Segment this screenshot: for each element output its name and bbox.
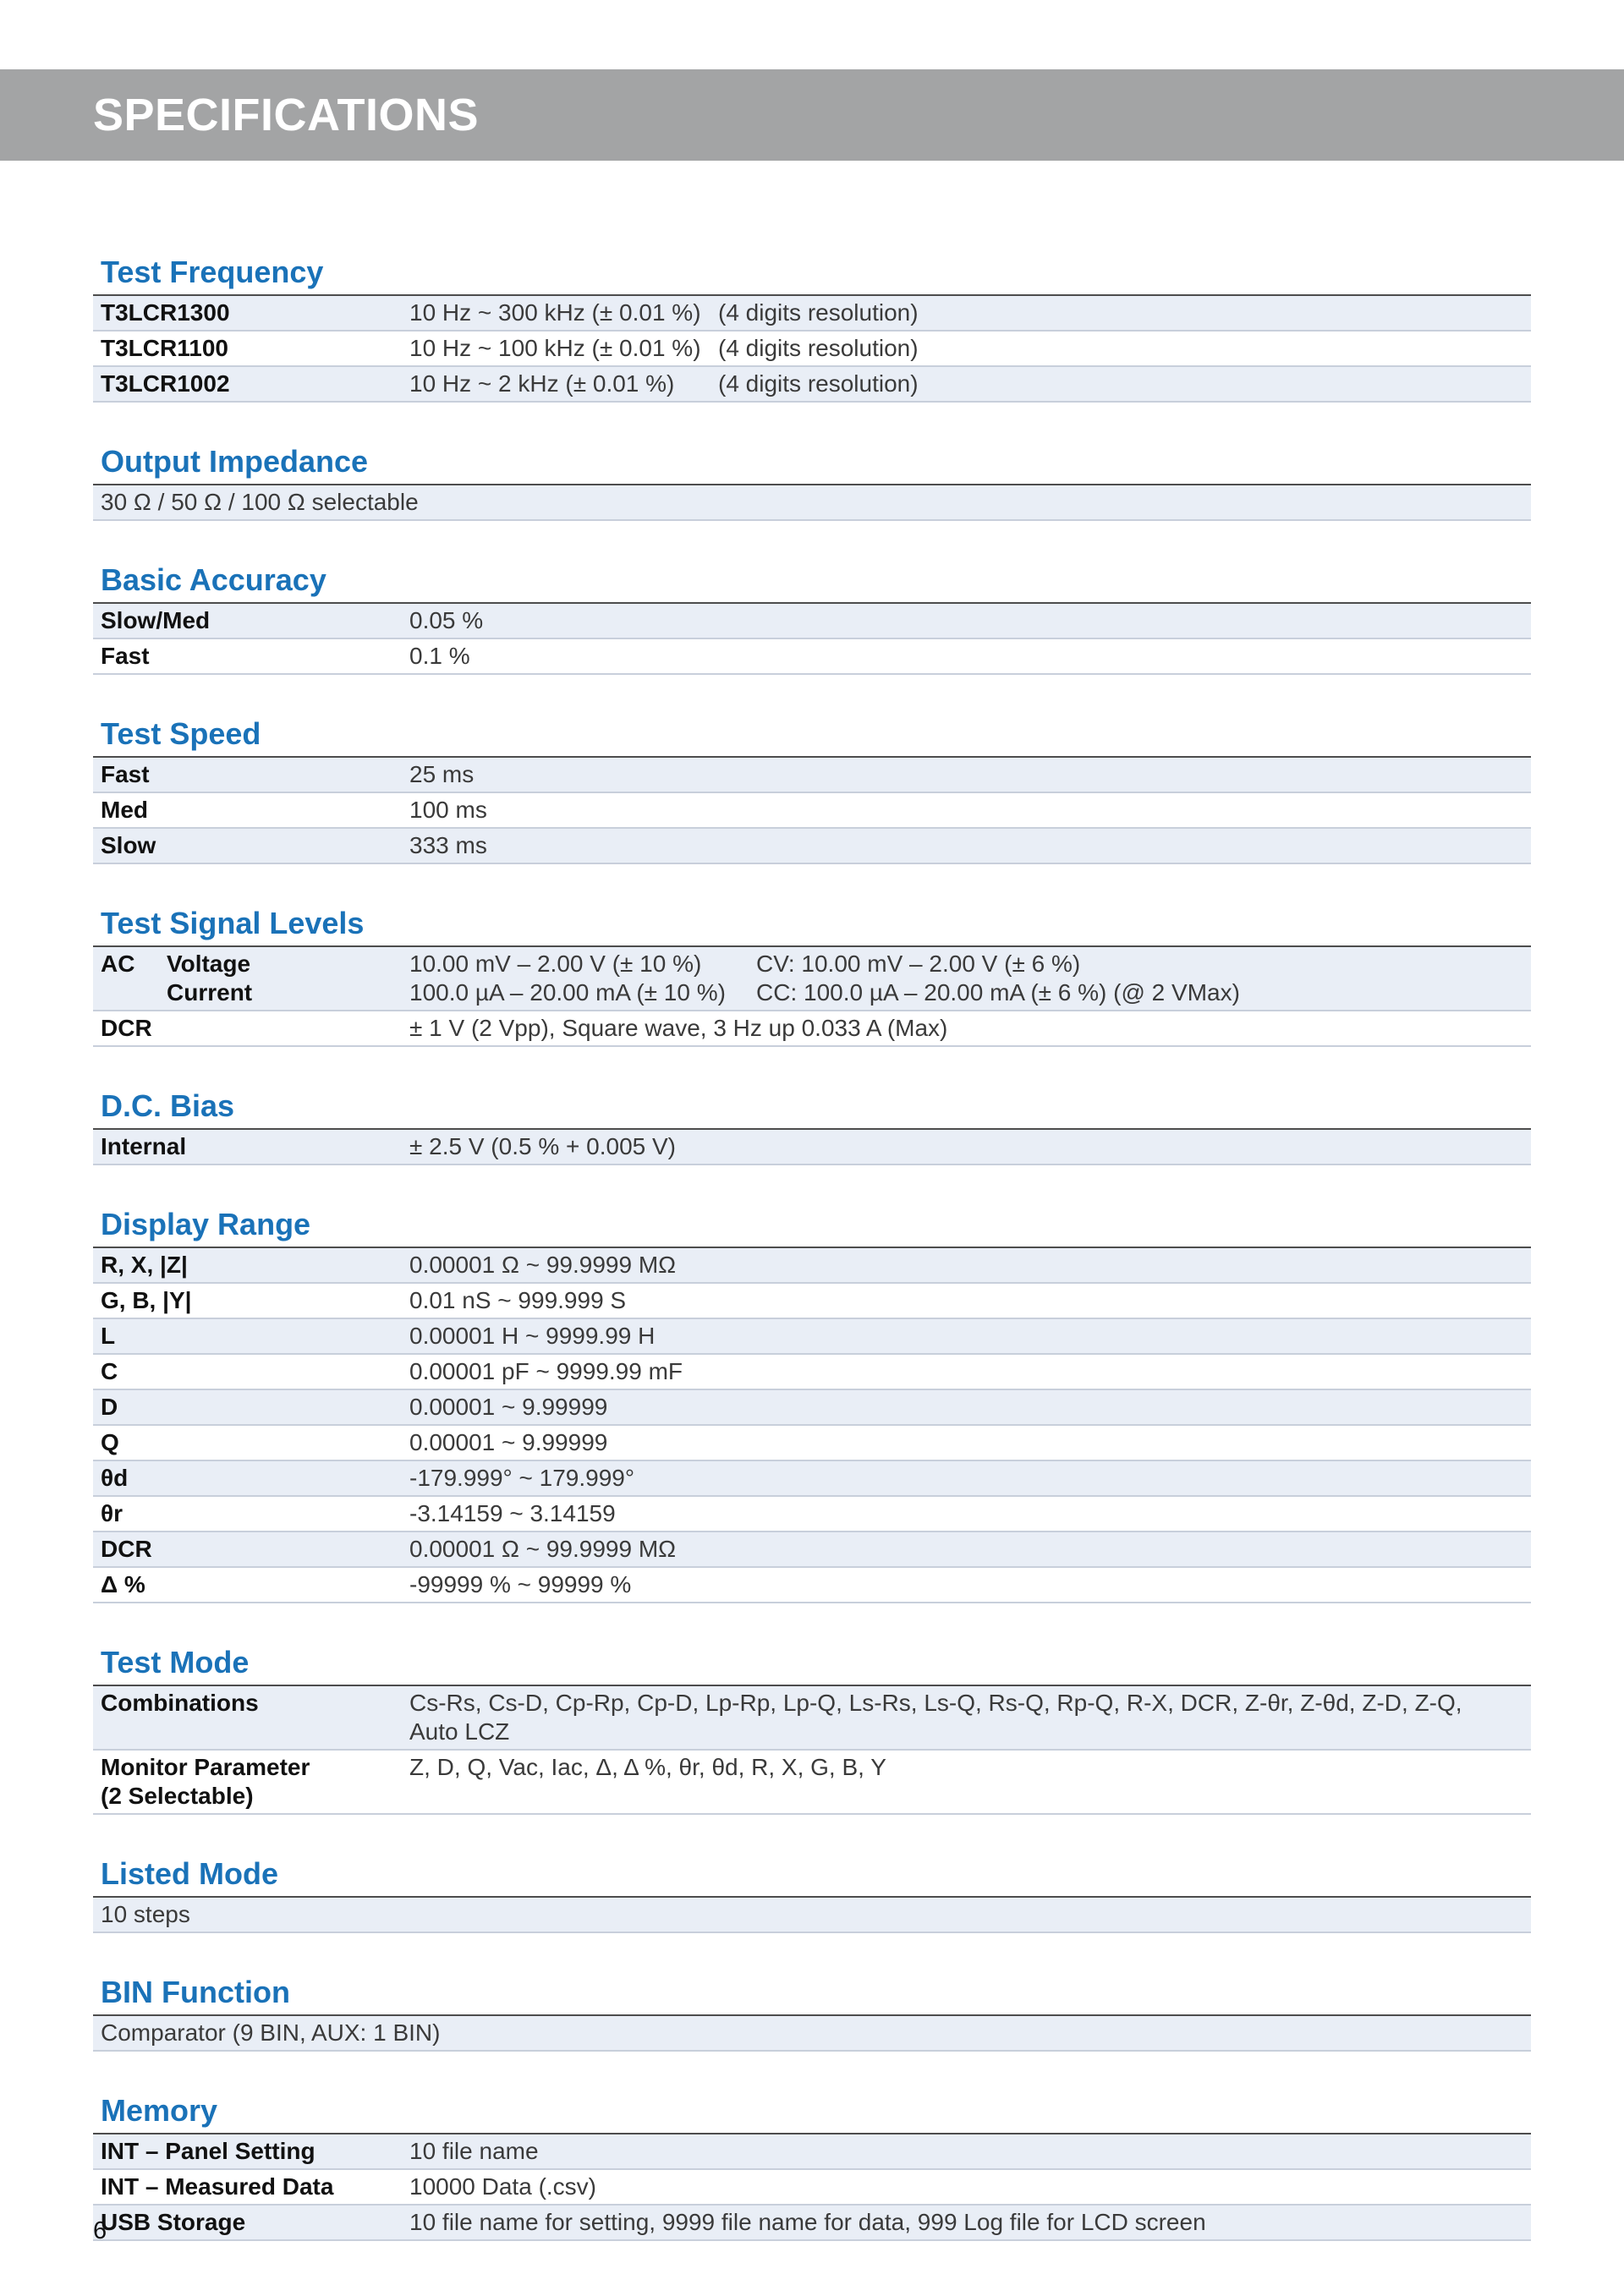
table-row bbox=[93, 2134, 1531, 2170]
table-row bbox=[93, 1532, 1531, 1568]
row-label bbox=[101, 950, 409, 1007]
frequency-resolution: (4 digits resolution) bbox=[718, 370, 919, 397]
spec-table bbox=[93, 945, 1531, 1047]
row-value: 30 Ω / 50 Ω / 100 Ω selectable bbox=[101, 489, 419, 515]
row-label: Internal bbox=[101, 1133, 187, 1159]
section-output-impedance bbox=[93, 440, 1531, 521]
monitor-label-line: Monitor Parameter bbox=[101, 1754, 310, 1780]
spec-table bbox=[93, 756, 1531, 864]
row-label: DCR bbox=[101, 1015, 152, 1041]
spec-table bbox=[93, 484, 1531, 521]
table-row bbox=[93, 1248, 1531, 1284]
section-title: Test Frequency bbox=[101, 255, 324, 289]
combinations-line: Auto LCZ bbox=[409, 1718, 510, 1745]
section-title: D.C. Bias bbox=[101, 1088, 235, 1123]
table-row bbox=[93, 947, 1531, 1011]
table-row bbox=[93, 1426, 1531, 1461]
combinations-line: Cs-Rs, Cs-D, Cp-Rp, Cp-D, Lp-Rp, Lp-Q, Ls-Rs, Ls-Q, Rs-Q, Rp-Q, R-X, DCR, Z-θr, Z-θd, Z-D, Z-Q, bbox=[409, 1690, 1462, 1716]
table-row bbox=[93, 296, 1531, 332]
ac-sub-labels bbox=[167, 950, 252, 1007]
row-label: USB Storage bbox=[101, 2209, 246, 2235]
table-row bbox=[93, 1130, 1531, 1165]
row-value: ± 1 V (2 Vpp), Square wave, 3 Hz up 0.033 A (Max) bbox=[409, 1015, 948, 1041]
frequency-range: 10 Hz ~ 2 kHz (± 0.01 %) bbox=[409, 370, 675, 397]
voltage-line bbox=[409, 950, 1531, 978]
row-label bbox=[101, 1753, 409, 1811]
spec-table bbox=[93, 2014, 1531, 2052]
row-value bbox=[409, 950, 1531, 1007]
table-row bbox=[93, 639, 1531, 675]
row-value: 100 ms bbox=[409, 797, 487, 823]
row-value: 0.00001 pF ~ 9999.99 mF bbox=[409, 1358, 683, 1384]
section-test-mode bbox=[93, 1641, 1531, 1815]
spec-table bbox=[93, 602, 1531, 675]
frequency-resolution: (4 digits resolution) bbox=[718, 299, 919, 326]
spec-table bbox=[93, 1896, 1531, 1933]
row-label: Slow bbox=[101, 832, 156, 858]
section-title: Basic Accuracy bbox=[101, 562, 326, 597]
table-row bbox=[93, 2206, 1531, 2241]
section-title: BIN Function bbox=[101, 1975, 290, 2009]
row-value: 0.00001 Ω ~ 99.9999 MΩ bbox=[409, 1536, 677, 1562]
row-value: 0.05 % bbox=[409, 607, 484, 633]
row-value: 0.00001 H ~ 9999.99 H bbox=[409, 1323, 656, 1349]
section-listed-mode bbox=[93, 1852, 1531, 1933]
table-row bbox=[93, 829, 1531, 864]
voltage-label: Voltage bbox=[167, 951, 251, 977]
section-title: Listed Mode bbox=[101, 1856, 279, 1891]
section-dc-bias bbox=[93, 1084, 1531, 1165]
row-value: 10 steps bbox=[101, 1901, 190, 1927]
row-label: T3LCR1002 bbox=[101, 370, 230, 397]
row-label: R, X, |Z| bbox=[101, 1252, 188, 1278]
monitor-label-line: (2 Selectable) bbox=[101, 1783, 254, 1809]
row-value: 10000 Data (.csv) bbox=[409, 2173, 596, 2200]
row-value: 0.00001 Ω ~ 99.9999 MΩ bbox=[409, 1252, 677, 1278]
row-label: Slow/Med bbox=[101, 607, 211, 633]
row-label: θr bbox=[101, 1500, 123, 1526]
row-value: 333 ms bbox=[409, 832, 487, 858]
table-row bbox=[93, 332, 1531, 367]
section-title: Test Speed bbox=[101, 716, 261, 751]
row-value: -3.14159 ~ 3.14159 bbox=[409, 1500, 616, 1526]
row-value: 0.01 nS ~ 999.999 S bbox=[409, 1287, 627, 1313]
row-label: L bbox=[101, 1323, 116, 1349]
page-title: SPECIFICATIONS bbox=[93, 90, 480, 140]
row-label: T3LCR1300 bbox=[101, 299, 230, 326]
ac-label: AC bbox=[101, 951, 135, 977]
table-row bbox=[93, 793, 1531, 829]
row-label: C bbox=[101, 1358, 118, 1384]
table-row bbox=[93, 604, 1531, 639]
section-title: Test Signal Levels bbox=[101, 906, 365, 940]
row-label: Combinations bbox=[101, 1690, 259, 1716]
row-value: Comparator (9 BIN, AUX: 1 BIN) bbox=[101, 2019, 441, 2046]
table-row bbox=[93, 1751, 1531, 1815]
spec-table bbox=[93, 294, 1531, 403]
section-display-range bbox=[93, 1203, 1531, 1603]
row-label: Fast bbox=[101, 761, 150, 787]
table-row bbox=[93, 1568, 1531, 1603]
section-test-frequency bbox=[93, 250, 1531, 403]
spec-content bbox=[93, 250, 1531, 2278]
table-row bbox=[93, 1461, 1531, 1497]
table-row bbox=[93, 758, 1531, 793]
section-basic-accuracy bbox=[93, 558, 1531, 675]
row-value: 0.00001 ~ 9.99999 bbox=[409, 1394, 608, 1420]
row-label: INT – Panel Setting bbox=[101, 2138, 315, 2164]
spec-table bbox=[93, 1247, 1531, 1603]
row-value bbox=[409, 1689, 1531, 1746]
spec-table bbox=[93, 1685, 1531, 1815]
row-label: G, B, |Y| bbox=[101, 1287, 192, 1313]
row-value: 25 ms bbox=[409, 761, 475, 787]
page-number: 6 bbox=[93, 2217, 107, 2244]
voltage-range: 10.00 mV – 2.00 V (± 10 %) bbox=[409, 951, 702, 977]
table-row bbox=[93, 2170, 1531, 2206]
row-value bbox=[409, 370, 1531, 398]
row-label: θd bbox=[101, 1465, 129, 1491]
section-memory bbox=[93, 2089, 1531, 2241]
current-line bbox=[409, 978, 1531, 1007]
current-label: Current bbox=[167, 979, 253, 1006]
row-label: D bbox=[101, 1394, 118, 1420]
spec-table bbox=[93, 1128, 1531, 1165]
section-test-signal-levels bbox=[93, 901, 1531, 1047]
table-row bbox=[93, 367, 1531, 403]
row-label: Q bbox=[101, 1429, 119, 1455]
spec-table bbox=[93, 2133, 1531, 2241]
table-row bbox=[93, 2016, 1531, 2052]
row-value: Z, D, Q, Vac, Iac, Δ, Δ %, θr, θd, R, X, G, B, Y bbox=[409, 1754, 886, 1780]
row-label: DCR bbox=[101, 1536, 152, 1562]
row-value: 10 file name bbox=[409, 2138, 539, 2164]
row-value: 10 file name for setting, 9999 file name for data, 999 Log file for LCD screen bbox=[409, 2209, 1206, 2235]
current-cc: CC: 100.0 µA – 20.00 mA (± 6 %) (@ 2 VMax) bbox=[756, 979, 1240, 1006]
table-row bbox=[93, 1390, 1531, 1426]
table-row bbox=[93, 1011, 1531, 1047]
row-label: Δ % bbox=[101, 1571, 145, 1597]
row-label: T3LCR1100 bbox=[101, 335, 228, 361]
row-label: Fast bbox=[101, 643, 150, 669]
table-row bbox=[93, 1497, 1531, 1532]
section-title: Memory bbox=[101, 2093, 218, 2128]
row-label: INT – Measured Data bbox=[101, 2173, 334, 2200]
row-value bbox=[409, 334, 1531, 363]
voltage-cv: CV: 10.00 mV – 2.00 V (± 6 %) bbox=[756, 951, 1081, 977]
table-row bbox=[93, 485, 1531, 521]
row-value: 0.1 % bbox=[409, 643, 470, 669]
row-value: ± 2.5 V (0.5 % + 0.005 V) bbox=[409, 1133, 676, 1159]
table-row bbox=[93, 1686, 1531, 1751]
row-value bbox=[409, 299, 1531, 327]
row-value: 0.00001 ~ 9.99999 bbox=[409, 1429, 608, 1455]
frequency-range: 10 Hz ~ 300 kHz (± 0.01 %) bbox=[409, 299, 701, 326]
table-row bbox=[93, 1355, 1531, 1390]
current-range: 100.0 µA – 20.00 mA (± 10 %) bbox=[409, 979, 726, 1006]
row-value: -179.999° ~ 179.999° bbox=[409, 1465, 635, 1491]
section-title: Test Mode bbox=[101, 1645, 250, 1680]
table-row bbox=[93, 1319, 1531, 1355]
table-row bbox=[93, 1284, 1531, 1319]
section-title: Output Impedance bbox=[101, 444, 369, 479]
row-label: Med bbox=[101, 797, 148, 823]
section-test-speed bbox=[93, 712, 1531, 864]
section-title: Display Range bbox=[101, 1207, 311, 1241]
frequency-resolution: (4 digits resolution) bbox=[718, 335, 919, 361]
header-banner bbox=[0, 69, 1624, 161]
table-row bbox=[93, 1898, 1531, 1933]
frequency-range: 10 Hz ~ 100 kHz (± 0.01 %) bbox=[409, 335, 701, 361]
section-bin-function bbox=[93, 1970, 1531, 2052]
row-value: -99999 % ~ 99999 % bbox=[409, 1571, 632, 1597]
